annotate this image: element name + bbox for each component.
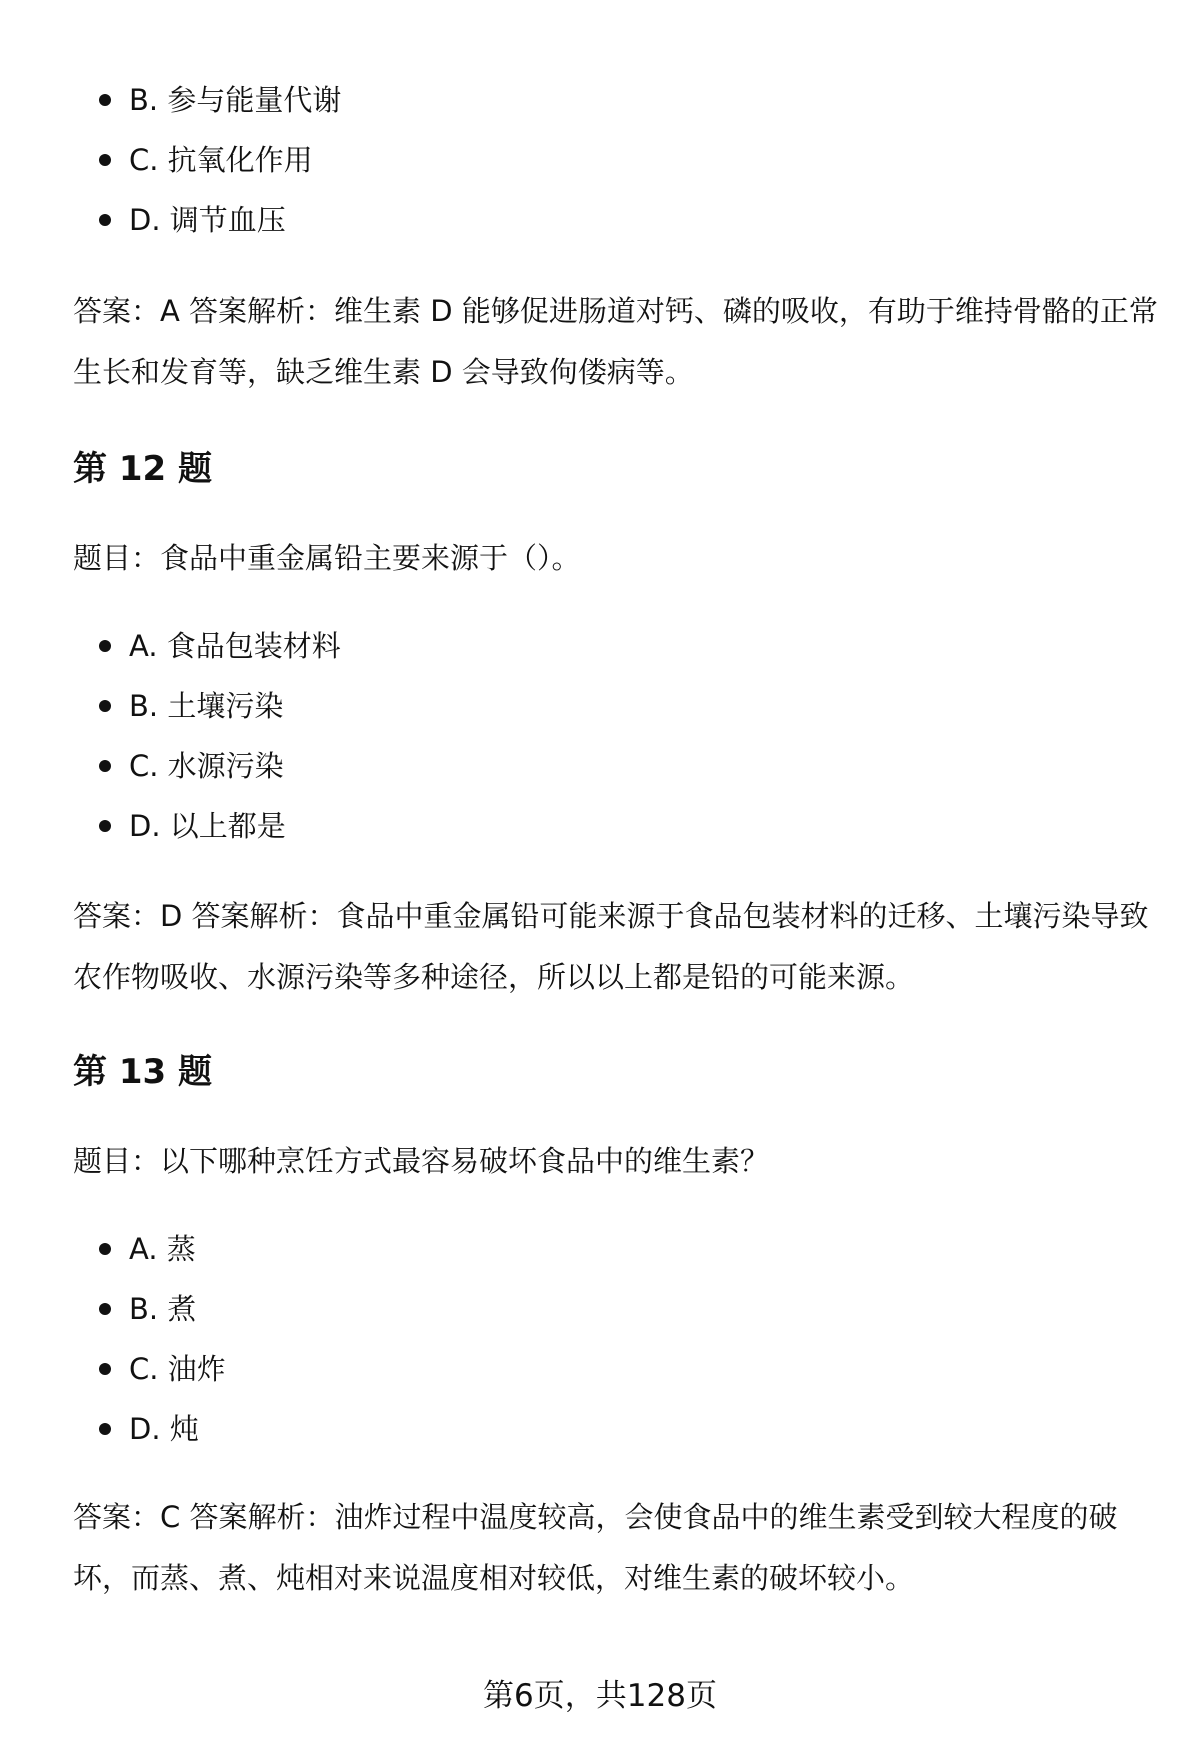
option-label: C. 抗氧化作用 [129, 143, 313, 177]
option-item [73, 1279, 1163, 1339]
option-item [73, 1399, 1163, 1459]
option-item [73, 616, 1163, 676]
prev-options [73, 70, 1163, 250]
bullet-icon [99, 700, 111, 712]
bullet-icon [99, 1363, 111, 1375]
option-label: D. 炖 [129, 1412, 199, 1446]
option-item [73, 1219, 1163, 1279]
question-12-stem: 题目：食品中重金属铅主要来源于（）。 [73, 541, 581, 575]
question-12-options [73, 616, 1163, 856]
bullet-icon [99, 94, 111, 106]
question-13-options [73, 1219, 1163, 1459]
option-label: B. 煮 [129, 1292, 197, 1326]
question-13-stem: 题目：以下哪种烹饪方式最容易破坏食品中的维生素？ [73, 1144, 770, 1178]
question-13-title: 第 13 题 [73, 1052, 212, 1092]
option-item [73, 190, 1163, 250]
option-item [73, 676, 1163, 736]
bullet-icon [99, 214, 111, 226]
bullet-icon [99, 640, 111, 652]
option-label: C. 水源污染 [129, 749, 284, 783]
bullet-icon [99, 760, 111, 772]
option-label: B. 参与能量代谢 [129, 83, 342, 117]
option-label: C. 油炸 [129, 1352, 226, 1386]
option-item [73, 796, 1163, 856]
bullet-icon [99, 1423, 111, 1435]
bullet-icon [99, 820, 111, 832]
bullet-icon [99, 1303, 111, 1315]
option-label: D. 以上都是 [129, 809, 286, 843]
page-footer: 第6页，共128页 [483, 1678, 717, 1714]
page-content [73, 70, 1163, 1609]
option-label: A. 蒸 [129, 1232, 196, 1266]
option-label: D. 调节血压 [129, 203, 286, 237]
bullet-icon [99, 1243, 111, 1255]
bullet-icon [99, 154, 111, 166]
prev-answer: 答案：A 答案解析：维生素 D 能够促进肠道对钙、磷的吸收，有助于维持骨骼的正常生长和发育等，缺乏维生素 D 会导致佝偻病等。 [73, 294, 1158, 389]
option-label: B. 土壤污染 [129, 689, 284, 723]
question-13-answer: 答案：C 答案解析：油炸过程中温度较高，会使食品中的维生素受到较大程度的破坏，而蒸、煮、炖相对来说温度相对较低，对维生素的破坏较小。 [73, 1500, 1118, 1595]
question-12-answer: 答案：D 答案解析：食品中重金属铅可能来源于食品包装材料的迁移、土壤污染导致农作物吸收、水源污染等多种途径，所以以上都是铅的可能来源。 [73, 899, 1149, 994]
option-label: A. 食品包装材料 [129, 629, 341, 663]
option-item [73, 1339, 1163, 1399]
option-item [73, 70, 1163, 130]
option-item [73, 736, 1163, 796]
question-12-title: 第 12 题 [73, 449, 212, 489]
option-item [73, 130, 1163, 190]
